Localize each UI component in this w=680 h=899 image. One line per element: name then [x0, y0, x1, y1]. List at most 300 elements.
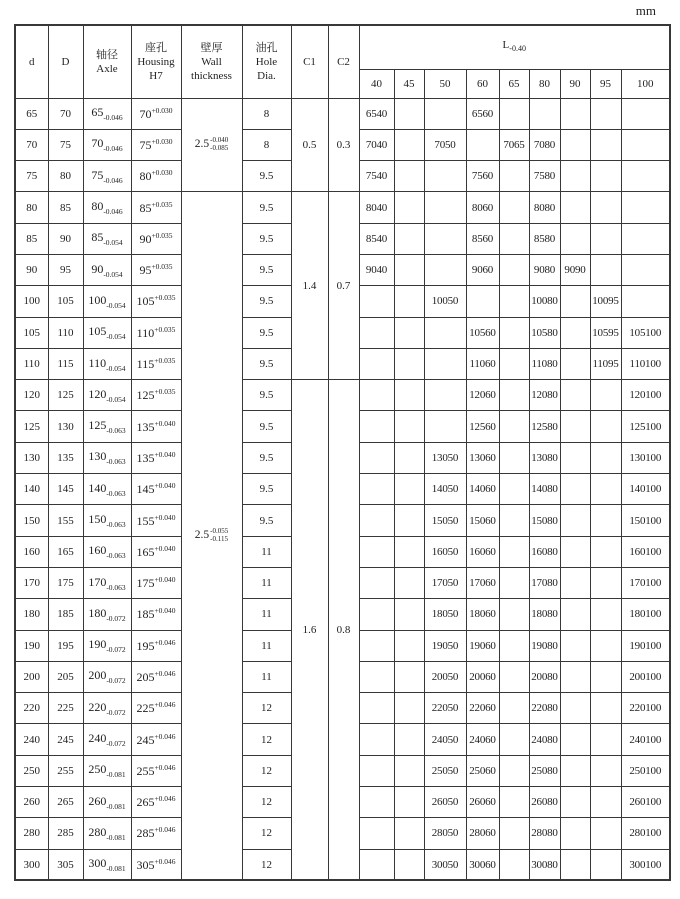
cell-d: 250 — [15, 755, 48, 786]
cell-D: 110 — [48, 317, 83, 348]
housing-tolerance: +0.035 — [151, 262, 173, 272]
cell-oil-hole: 9.5 — [242, 192, 291, 223]
cell-L-45 — [394, 286, 424, 317]
cell-L-60: 26060 — [466, 787, 499, 818]
cell-L-65 — [499, 818, 529, 849]
cell-housing — [131, 317, 181, 348]
cell-L-90 — [560, 787, 590, 818]
axle-value: 140 — [88, 480, 107, 495]
axle-value: 80 — [91, 199, 104, 214]
axle-tolerance: -0.072 — [106, 676, 126, 686]
cell-L-100: 300100 — [621, 849, 670, 880]
axle-tolerance: -0.054 — [106, 363, 126, 373]
cell-L-40 — [359, 474, 394, 505]
cell-housing — [131, 474, 181, 505]
cell-L-100: 200100 — [621, 661, 670, 692]
cell-L-80: 15080 — [529, 505, 560, 536]
cell-L-100: 170100 — [621, 567, 670, 598]
cell-oil-hole: 9.5 — [242, 254, 291, 285]
cell-L-40 — [359, 787, 394, 818]
cell-L-60: 28060 — [466, 818, 499, 849]
cell-d: 240 — [15, 724, 48, 755]
cell-d: 220 — [15, 693, 48, 724]
cell-L-65 — [499, 223, 529, 254]
cell-L-65 — [499, 161, 529, 192]
cell-housing — [131, 849, 181, 880]
cell-L-45 — [394, 630, 424, 661]
cell-L-100 — [621, 254, 670, 285]
cell-L-80: 10080 — [529, 286, 560, 317]
cell-D: 285 — [48, 818, 83, 849]
cell-L-95 — [590, 599, 621, 630]
cell-L-45 — [394, 599, 424, 630]
housing-value: 205 — [136, 669, 155, 684]
cell-d: 120 — [15, 380, 48, 411]
cell-L-90 — [560, 693, 590, 724]
cell-housing — [131, 380, 181, 411]
cell-L-90 — [560, 849, 590, 880]
cell-L-95 — [590, 818, 621, 849]
housing-tolerance: +0.035 — [154, 387, 176, 397]
header-D-label: D — [61, 55, 70, 68]
cell-L-50 — [424, 161, 466, 192]
cell-D: 245 — [48, 724, 83, 755]
header-wall-thickness — [181, 25, 242, 98]
cell-L-50 — [424, 411, 466, 442]
axle-tolerance: -0.063 — [106, 551, 126, 561]
cell-oil-hole: 8 — [242, 98, 291, 129]
cell-L-80: 9080 — [529, 254, 560, 285]
cell-L-90 — [560, 567, 590, 598]
housing-tolerance: +0.040 — [154, 606, 176, 616]
cell-L-95 — [590, 98, 621, 129]
cell-L-100: 260100 — [621, 787, 670, 818]
cell-housing — [131, 536, 181, 567]
cell-L-40 — [359, 348, 394, 379]
cell-D: 185 — [48, 599, 83, 630]
cell-L-80: 11080 — [529, 348, 560, 379]
housing-value: 125 — [136, 388, 155, 403]
cell-L-65: 7065 — [499, 129, 529, 160]
cell-L-40 — [359, 693, 394, 724]
cell-housing — [131, 348, 181, 379]
cell-L-50 — [424, 317, 466, 348]
axle-value: 120 — [88, 386, 107, 401]
cell-d: 75 — [15, 161, 48, 192]
cell-L-95 — [590, 693, 621, 724]
cell-axle — [83, 818, 131, 849]
cell-L-60: 12560 — [466, 411, 499, 442]
cell-L-100 — [621, 286, 670, 317]
cell-axle — [83, 442, 131, 473]
cell-axle — [83, 161, 131, 192]
cell-c1: 0.5 — [291, 98, 328, 192]
cell-L-60: 8560 — [466, 223, 499, 254]
wall-tolerance-stack — [210, 137, 228, 152]
cell-L-45 — [394, 661, 424, 692]
cell-L-100 — [621, 223, 670, 254]
axle-value: 130 — [88, 449, 107, 464]
cell-D: 125 — [48, 380, 83, 411]
cell-L-60: 6560 — [466, 98, 499, 129]
cell-L-80: 22080 — [529, 693, 560, 724]
cell-axle — [83, 317, 131, 348]
cell-d: 110 — [15, 348, 48, 379]
header-axle — [83, 25, 131, 98]
cell-d: 65 — [15, 98, 48, 129]
cell-d: 200 — [15, 661, 48, 692]
cell-housing — [131, 818, 181, 849]
cell-housing — [131, 724, 181, 755]
cell-d: 90 — [15, 254, 48, 285]
cell-housing — [131, 442, 181, 473]
cell-oil-hole: 12 — [242, 755, 291, 786]
cell-L-80: 25080 — [529, 755, 560, 786]
cell-L-100: 190100 — [621, 630, 670, 661]
axle-tolerance: -0.046 — [103, 144, 123, 154]
header-L-base: L — [502, 39, 510, 52]
cell-L-65 — [499, 442, 529, 473]
header-D — [48, 25, 83, 98]
cell-housing — [131, 787, 181, 818]
cell-L-65 — [499, 755, 529, 786]
cell-L-45 — [394, 818, 424, 849]
cell-L-50: 25050 — [424, 755, 466, 786]
cell-d: 105 — [15, 317, 48, 348]
housing-tolerance: +0.040 — [154, 481, 176, 491]
cell-L-80: 8080 — [529, 192, 560, 223]
cell-L-40 — [359, 755, 394, 786]
wall-tolerance-lower: -0.115 — [210, 534, 228, 543]
cell-L-40 — [359, 317, 394, 348]
cell-L-65 — [499, 348, 529, 379]
cell-L-80: 10580 — [529, 317, 560, 348]
cell-L-95 — [590, 411, 621, 442]
cell-L-95 — [590, 755, 621, 786]
cell-L-100: 125100 — [621, 411, 670, 442]
axle-tolerance: -0.072 — [106, 739, 126, 749]
axle-tolerance: -0.081 — [106, 832, 126, 842]
cell-L-60: 16060 — [466, 536, 499, 567]
cell-L-45 — [394, 98, 424, 129]
cell-L-80: 20080 — [529, 661, 560, 692]
cell-L-90 — [560, 536, 590, 567]
cell-L-95 — [590, 474, 621, 505]
cell-L-80 — [529, 98, 560, 129]
cell-oil-hole: 9.5 — [242, 442, 291, 473]
header-L-80: 80 — [529, 69, 560, 98]
cell-axle — [83, 724, 131, 755]
housing-tolerance: +0.040 — [154, 449, 176, 459]
cell-L-60: 12060 — [466, 380, 499, 411]
housing-value: 305 — [136, 857, 155, 872]
header-L-45: 45 — [394, 69, 424, 98]
cell-L-50: 20050 — [424, 661, 466, 692]
cell-L-95 — [590, 161, 621, 192]
axle-value: 170 — [88, 574, 107, 589]
cell-L-40 — [359, 661, 394, 692]
cell-axle — [83, 599, 131, 630]
cell-L-95 — [590, 442, 621, 473]
cell-L-90 — [560, 755, 590, 786]
housing-tolerance: +0.040 — [154, 512, 176, 522]
axle-value: 280 — [88, 824, 107, 839]
cell-L-80: 12580 — [529, 411, 560, 442]
header-wall-en2: thickness — [191, 69, 232, 82]
cell-L-50: 30050 — [424, 849, 466, 880]
housing-tolerance: +0.040 — [154, 575, 176, 585]
cell-L-40 — [359, 536, 394, 567]
header-L-65: 65 — [499, 69, 529, 98]
axle-tolerance: -0.063 — [106, 457, 126, 467]
cell-axle — [83, 505, 131, 536]
cell-L-45 — [394, 317, 424, 348]
axle-tolerance: -0.046 — [103, 113, 123, 123]
cell-L-95 — [590, 536, 621, 567]
cell-housing — [131, 129, 181, 160]
cell-axle — [83, 630, 131, 661]
cell-housing — [131, 98, 181, 129]
cell-axle — [83, 693, 131, 724]
axle-value: 110 — [88, 355, 107, 370]
cell-L-40 — [359, 286, 394, 317]
cell-L-95 — [590, 254, 621, 285]
cell-L-80: 8580 — [529, 223, 560, 254]
cell-L-45 — [394, 505, 424, 536]
cell-L-45 — [394, 223, 424, 254]
cell-L-80: 16080 — [529, 536, 560, 567]
cell-D: 105 — [48, 286, 83, 317]
axle-tolerance: -0.054 — [103, 269, 123, 279]
cell-L-90 — [560, 380, 590, 411]
cell-axle — [83, 223, 131, 254]
housing-tolerance: +0.046 — [154, 637, 176, 647]
housing-value: 115 — [136, 357, 155, 372]
housing-value: 195 — [136, 638, 155, 653]
cell-L-45 — [394, 787, 424, 818]
cell-d: 130 — [15, 442, 48, 473]
housing-tolerance: +0.030 — [151, 136, 173, 146]
axle-value: 125 — [88, 418, 107, 433]
cell-L-40 — [359, 599, 394, 630]
cell-c2: 0.8 — [328, 380, 359, 881]
cell-L-40: 6540 — [359, 98, 394, 129]
housing-tolerance: +0.035 — [151, 199, 173, 209]
cell-L-90 — [560, 161, 590, 192]
cell-L-60: 14060 — [466, 474, 499, 505]
housing-value: 85 — [139, 200, 152, 215]
cell-L-100: 280100 — [621, 818, 670, 849]
cell-oil-hole: 12 — [242, 693, 291, 724]
axle-value: 240 — [88, 731, 107, 746]
cell-oil-hole: 12 — [242, 818, 291, 849]
table-row — [15, 192, 670, 223]
cell-D: 205 — [48, 661, 83, 692]
header-housing-en: Housing — [137, 55, 175, 68]
cell-L-100: 160100 — [621, 536, 670, 567]
cell-d: 125 — [15, 411, 48, 442]
cell-axle — [83, 254, 131, 285]
header-L-tolerance: -0.40 — [509, 44, 526, 54]
cell-L-65 — [499, 536, 529, 567]
cell-L-45 — [394, 348, 424, 379]
cell-L-60 — [466, 129, 499, 160]
housing-value: 255 — [136, 763, 155, 778]
cell-L-45 — [394, 411, 424, 442]
housing-tolerance: +0.035 — [154, 293, 176, 303]
cell-L-95 — [590, 630, 621, 661]
cell-oil-hole: 8 — [242, 129, 291, 160]
housing-tolerance: +0.035 — [151, 230, 173, 240]
cell-L-95 — [590, 380, 621, 411]
axle-tolerance: -0.063 — [106, 426, 126, 436]
cell-wall-thickness — [181, 192, 242, 881]
cell-L-90 — [560, 442, 590, 473]
cell-L-65 — [499, 849, 529, 880]
cell-L-45 — [394, 442, 424, 473]
cell-L-100: 250100 — [621, 755, 670, 786]
housing-value: 75 — [139, 137, 152, 152]
cell-L-95 — [590, 849, 621, 880]
axle-tolerance: -0.046 — [103, 207, 123, 217]
cell-L-100: 110100 — [621, 348, 670, 379]
cell-D: 115 — [48, 348, 83, 379]
cell-housing — [131, 599, 181, 630]
axle-tolerance: -0.054 — [106, 394, 126, 404]
axle-tolerance: -0.072 — [106, 613, 126, 623]
cell-d: 85 — [15, 223, 48, 254]
cell-L-50: 13050 — [424, 442, 466, 473]
cell-L-50 — [424, 254, 466, 285]
header-axle-zh: 轴径 — [96, 48, 118, 61]
cell-L-100 — [621, 192, 670, 223]
cell-L-90 — [560, 505, 590, 536]
cell-D: 80 — [48, 161, 83, 192]
housing-value: 185 — [136, 607, 155, 622]
cell-L-60: 11060 — [466, 348, 499, 379]
cell-L-40: 9040 — [359, 254, 394, 285]
cell-oil-hole: 11 — [242, 567, 291, 598]
axle-value: 200 — [88, 668, 107, 683]
axle-value: 260 — [88, 793, 107, 808]
cell-L-100: 180100 — [621, 599, 670, 630]
cell-L-60: 19060 — [466, 630, 499, 661]
cell-L-100: 220100 — [621, 693, 670, 724]
cell-axle — [83, 380, 131, 411]
cell-L-50: 26050 — [424, 787, 466, 818]
cell-L-95 — [590, 223, 621, 254]
axle-tolerance: -0.081 — [106, 864, 126, 874]
axle-tolerance: -0.072 — [106, 707, 126, 717]
unit-label: mm — [635, 3, 656, 18]
cell-L-40 — [359, 630, 394, 661]
axle-tolerance: -0.063 — [106, 520, 126, 529]
housing-tolerance: +0.046 — [154, 700, 176, 710]
axle-tolerance: -0.072 — [106, 645, 126, 655]
cell-D: 90 — [48, 223, 83, 254]
cell-L-40: 8540 — [359, 223, 394, 254]
housing-value: 70 — [139, 106, 152, 121]
cell-axle — [83, 348, 131, 379]
cell-c1: 1.4 — [291, 192, 328, 380]
axle-value: 160 — [88, 543, 107, 558]
housing-value: 105 — [136, 294, 155, 309]
header-housing-zh: 座孔 — [145, 41, 167, 54]
axle-value: 180 — [88, 605, 107, 620]
cell-L-100 — [621, 129, 670, 160]
cell-axle — [83, 192, 131, 223]
housing-tolerance: +0.030 — [151, 105, 173, 115]
axle-tolerance: -0.081 — [106, 801, 126, 811]
cell-d: 70 — [15, 129, 48, 160]
cell-L-90 — [560, 98, 590, 129]
cell-d: 170 — [15, 567, 48, 598]
cell-L-80: 7580 — [529, 161, 560, 192]
cell-L-45 — [394, 536, 424, 567]
wall-value: 2.5 — [194, 529, 210, 542]
header-housing-grade: H7 — [149, 69, 163, 82]
housing-tolerance: +0.046 — [154, 856, 176, 866]
header-L-50: 50 — [424, 69, 466, 98]
cell-d: 80 — [15, 192, 48, 223]
cell-L-40 — [359, 442, 394, 473]
cell-L-45 — [394, 567, 424, 598]
axle-value: 105 — [88, 324, 107, 339]
header-d-label: d — [29, 55, 35, 68]
cell-L-50: 7050 — [424, 129, 466, 160]
cell-L-95 — [590, 661, 621, 692]
cell-axle — [83, 474, 131, 505]
header-L — [359, 25, 670, 69]
cell-oil-hole: 11 — [242, 536, 291, 567]
header-L-90: 90 — [560, 69, 590, 98]
axle-tolerance: -0.054 — [106, 300, 126, 310]
cell-L-95 — [590, 505, 621, 536]
cell-axle — [83, 286, 131, 317]
housing-tolerance: +0.035 — [154, 356, 176, 366]
cell-L-90 — [560, 192, 590, 223]
cell-L-50 — [424, 348, 466, 379]
housing-value: 135 — [136, 450, 155, 465]
cell-L-80: 28080 — [529, 818, 560, 849]
cell-L-60: 24060 — [466, 724, 499, 755]
cell-L-80: 26080 — [529, 787, 560, 818]
wall-tolerance-lower: -0.085 — [210, 143, 229, 152]
cell-housing — [131, 161, 181, 192]
cell-housing — [131, 755, 181, 786]
cell-L-65 — [499, 630, 529, 661]
cell-d: 140 — [15, 474, 48, 505]
cell-c2: 0.7 — [328, 192, 359, 380]
housing-tolerance: +0.040 — [154, 543, 176, 553]
axle-tolerance: -0.063 — [106, 488, 126, 498]
cell-L-65 — [499, 661, 529, 692]
housing-value: 95 — [139, 263, 152, 278]
cell-L-95 — [590, 567, 621, 598]
cell-L-40 — [359, 380, 394, 411]
cell-L-50: 22050 — [424, 693, 466, 724]
cell-oil-hole: 12 — [242, 849, 291, 880]
cell-L-95: 10595 — [590, 317, 621, 348]
cell-L-50 — [424, 98, 466, 129]
cell-L-80: 12080 — [529, 380, 560, 411]
cell-oil-hole: 9.5 — [242, 411, 291, 442]
cell-L-45 — [394, 693, 424, 724]
axle-value: 250 — [88, 762, 107, 777]
cell-d: 300 — [15, 849, 48, 880]
cell-L-45 — [394, 755, 424, 786]
housing-value: 265 — [136, 795, 155, 810]
